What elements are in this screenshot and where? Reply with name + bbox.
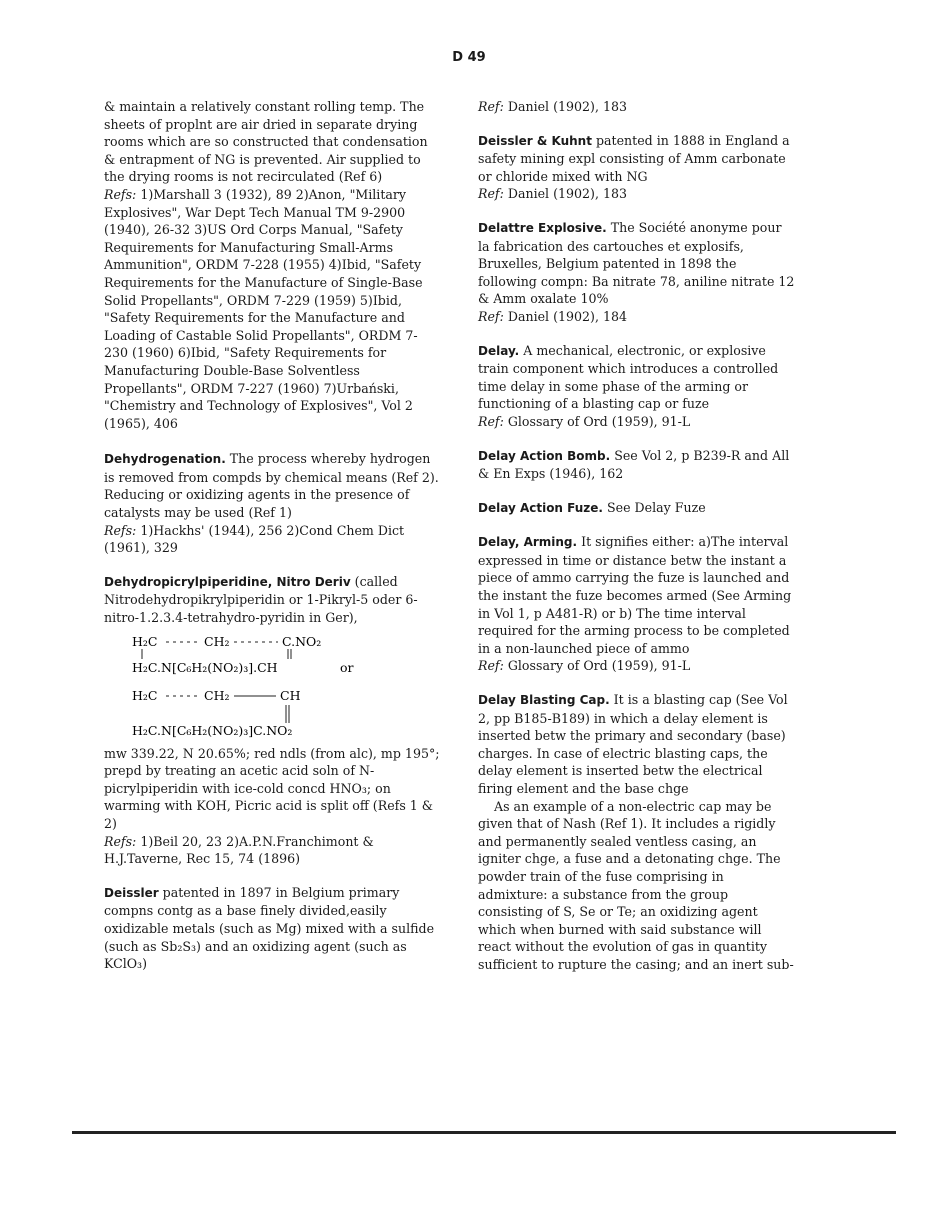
delattre-entry: [478, 219, 796, 308]
entry-text: See Delay Fuze: [602, 499, 706, 515]
formula-or: or: [340, 659, 354, 675]
formula2-ch: CH: [280, 687, 301, 703]
refs-paragraph-2: [104, 522, 440, 557]
delay-arming-entry: [478, 533, 796, 657]
entry-text: patented in 1897 in Belgium primary compns contg as a base finely divided,easily oxidizable metals (such as Mg) mixed with a sulfide (such as Sb₂S₃) and an oxidizing agent (such as KClO₃): [104, 884, 435, 972]
entry-text: It signifies either: a)The interval expressed in time or distance betw the instant a piece of ammo carrying the fuze is launched and the instant the fuze becomes armed (See Arming in Vol 1, p A481-R) or b) The time interval required for the arming process to be completed in a non-launched piece of ammo: [478, 534, 792, 656]
ref-label: Ref:: [478, 658, 504, 674]
refs-text: 1)Marshall 3 (1932), 89 2)Anon, "Military Explosives", War Dept Tech Manual TM 9-2900 (1940), 26-32 3)US Ord Corps Manual, "Safety Requirements for Manufacturing Small-Arms Ammunition", ORDM 7-228 (1955) 4)Ibid, "Safety Requirements for the Manufacture of Single-Base Solid Propellants", ORDM 7-229 (1959) 5)Ibid, "Safety Requirements for the Manufacture and Loading of Castable Solid Propellants", ORDM 7-230 (1960) 6)Ibid, "Safety Requirements for Manufacturing Double-Base Solventless Propellants", ORDM 7-227 (1960) 7)Urbański, "Chemistry and Technology of Explosives", Vol 2 (1965), 406: [104, 186, 423, 431]
entry-text: It is a blasting cap (See Vol 2, pp B185-B189) in which a delay element is inserted betw the primary and secondary (base) charges. In case of electric blasting caps, the delay element is inserted betw the electrical firing element and the base chge: [478, 692, 788, 796]
delay-action-fuze-entry: [478, 499, 796, 518]
ref-text: Glossary of Ord (1959), 91-L: [503, 658, 691, 674]
refs-text: 1)Hackhs' (1944), 256 2)Cond Chem Dict (1961), 329: [104, 522, 405, 556]
structural-formula-1: [104, 629, 440, 679]
refs-paragraph-1: [104, 186, 440, 432]
refs-paragraph-3: [104, 833, 440, 868]
entry-text: A mechanical, electronic, or explosive train component which introduces a controlled time delay in some phase of the arming or functioning of a blasting cap or fuze: [478, 342, 779, 412]
page-header: D 49: [452, 50, 486, 65]
formula1-ring: H₂C.N[C₆H₂(NO₂)₃].CH: [132, 659, 278, 675]
dehydropicrylpiperidine-entry: [104, 573, 440, 627]
ref-label: Ref:: [478, 308, 504, 324]
refs-label: Refs:: [104, 186, 137, 202]
formula1-h2c: H₂C: [132, 633, 158, 649]
entry-title-delay-action-bomb: Delay Action Bomb.: [478, 448, 611, 463]
entry-title-dehydrogenation: Dehydrogenation.: [104, 452, 226, 467]
ref-delay-arming: [478, 657, 796, 675]
refs-text: 1)Beil 20, 23 2)A.P.N.Franchimont & H.J.Taverne, Rec 15, 74 (1896): [104, 833, 374, 867]
dehydrogenation-entry: [104, 450, 440, 521]
ref-label: Ref:: [478, 413, 504, 429]
formula1-cno2: C.NO₂: [282, 633, 322, 649]
delay-blasting-cap-entry: [478, 691, 796, 798]
ref-delay: [478, 413, 796, 431]
refs-label: Refs:: [104, 522, 137, 538]
refs-label: Refs:: [104, 833, 137, 849]
entry-title-deissler: Deissler: [104, 885, 159, 900]
ref-text: Glossary of Ord (1959), 91-L: [503, 413, 691, 429]
formula2-h2c: H₂C: [132, 687, 158, 703]
ref-text: Daniel (1902), 184: [503, 308, 627, 324]
structural-formula-2: [104, 683, 440, 741]
bottom-rule: [72, 1131, 896, 1134]
ref-label: Ref:: [478, 186, 504, 202]
ref-delattre: [478, 308, 796, 326]
entry-text: The Société anonyme pour la fabrication des cartouches et explosifs, Bruxelles, Belgium patented in 1898 the following compn: Ba nitrate 78, aniline nitrate 12 & Amm oxalate 10%: [478, 219, 795, 307]
right-column: [478, 98, 796, 974]
entry-title-delay-action-fuze: Delay Action Fuze.: [478, 500, 603, 515]
ref-daniel-183: [478, 98, 796, 116]
ref-deissler-kuhnt: [478, 185, 796, 203]
deissler-entry: [104, 884, 440, 973]
deissler-kuhnt-entry: [478, 132, 796, 186]
delay-action-bomb-entry: [478, 447, 796, 483]
entry-title-delay-blasting-cap: Delay Blasting Cap.: [478, 693, 610, 708]
entry-title-deissler-kuhnt: Deissler & Kuhnt: [478, 133, 592, 148]
entry-text: patented in 1888 in England a safety mining expl consisting of Amm carbonate or chloride mixed with NG: [478, 132, 790, 184]
ref-text: Daniel (1902), 183: [503, 99, 627, 114]
formula1-ch2: CH₂: [204, 633, 230, 649]
dehydro-properties: mw 339.22, N 20.65%; red ndls (from alc), mp 195°; prepd by treating an acetic acid soln of N-picrylpiperidin with ice-cold concd HNO₃; on warming with KOH, Picric acid is split off (Refs 1 & 2): [104, 745, 440, 831]
delay-entry: [478, 342, 796, 413]
ref-label: Ref:: [478, 99, 504, 114]
entry-text: The process whereby hydrogen is removed from compds by chemical means (Ref 2). Reducing or oxidizing agents in the presence of catalysts may be used (Ref 1): [104, 451, 439, 521]
formula2-ch2: CH₂: [204, 687, 230, 703]
rolling-paragraph: & maintain a relatively constant rolling temp. The sheets of proplnt are air dried in separate drying rooms which are so constructed that condensation & entrapment of NG is prevented. Air supplied to the drying rooms is not recirculated (Ref 6): [104, 99, 428, 185]
entry-title-dehydropicrylpiperidine: Dehydropicrylpiperidine, Nitro Deriv: [104, 574, 351, 589]
entry-title-delay: Delay.: [478, 343, 520, 358]
ref-text: Daniel (1902), 183: [503, 186, 627, 202]
entry-text: See Vol 2, p B239-R and All & En Exps (1946), 162: [478, 447, 790, 482]
delay-blasting-cap-example: As an example of a non-electric cap may be given that of Nash (Ref 1). It includes a rigidly and permanently sealed ventless casing, an igniter chge, a fuse and a detonating chge. The powder train of the fuse comprising in admixture: a substance from the group consisting of S, Se or Te; an oxidizing agent which when burned with said substance will react without the evolution of gas in quantity sufficient to rupture the casing; and an inert sub-: [478, 798, 794, 972]
entry-title-delay-arming: Delay, Arming.: [478, 535, 578, 550]
entry-text: (called Nitrodehydropikrylpiperidin or 1-Pikryl-5 oder 6-nitro-1.2.3.4-tetrahydro-pyridin in Ger),: [104, 573, 418, 626]
entry-title-delattre: Delattre Explosive.: [478, 220, 607, 235]
formula2-ring: H₂C.N[C₆H₂(NO₂)₃]C.NO₂: [132, 722, 293, 738]
left-column: [104, 98, 440, 989]
